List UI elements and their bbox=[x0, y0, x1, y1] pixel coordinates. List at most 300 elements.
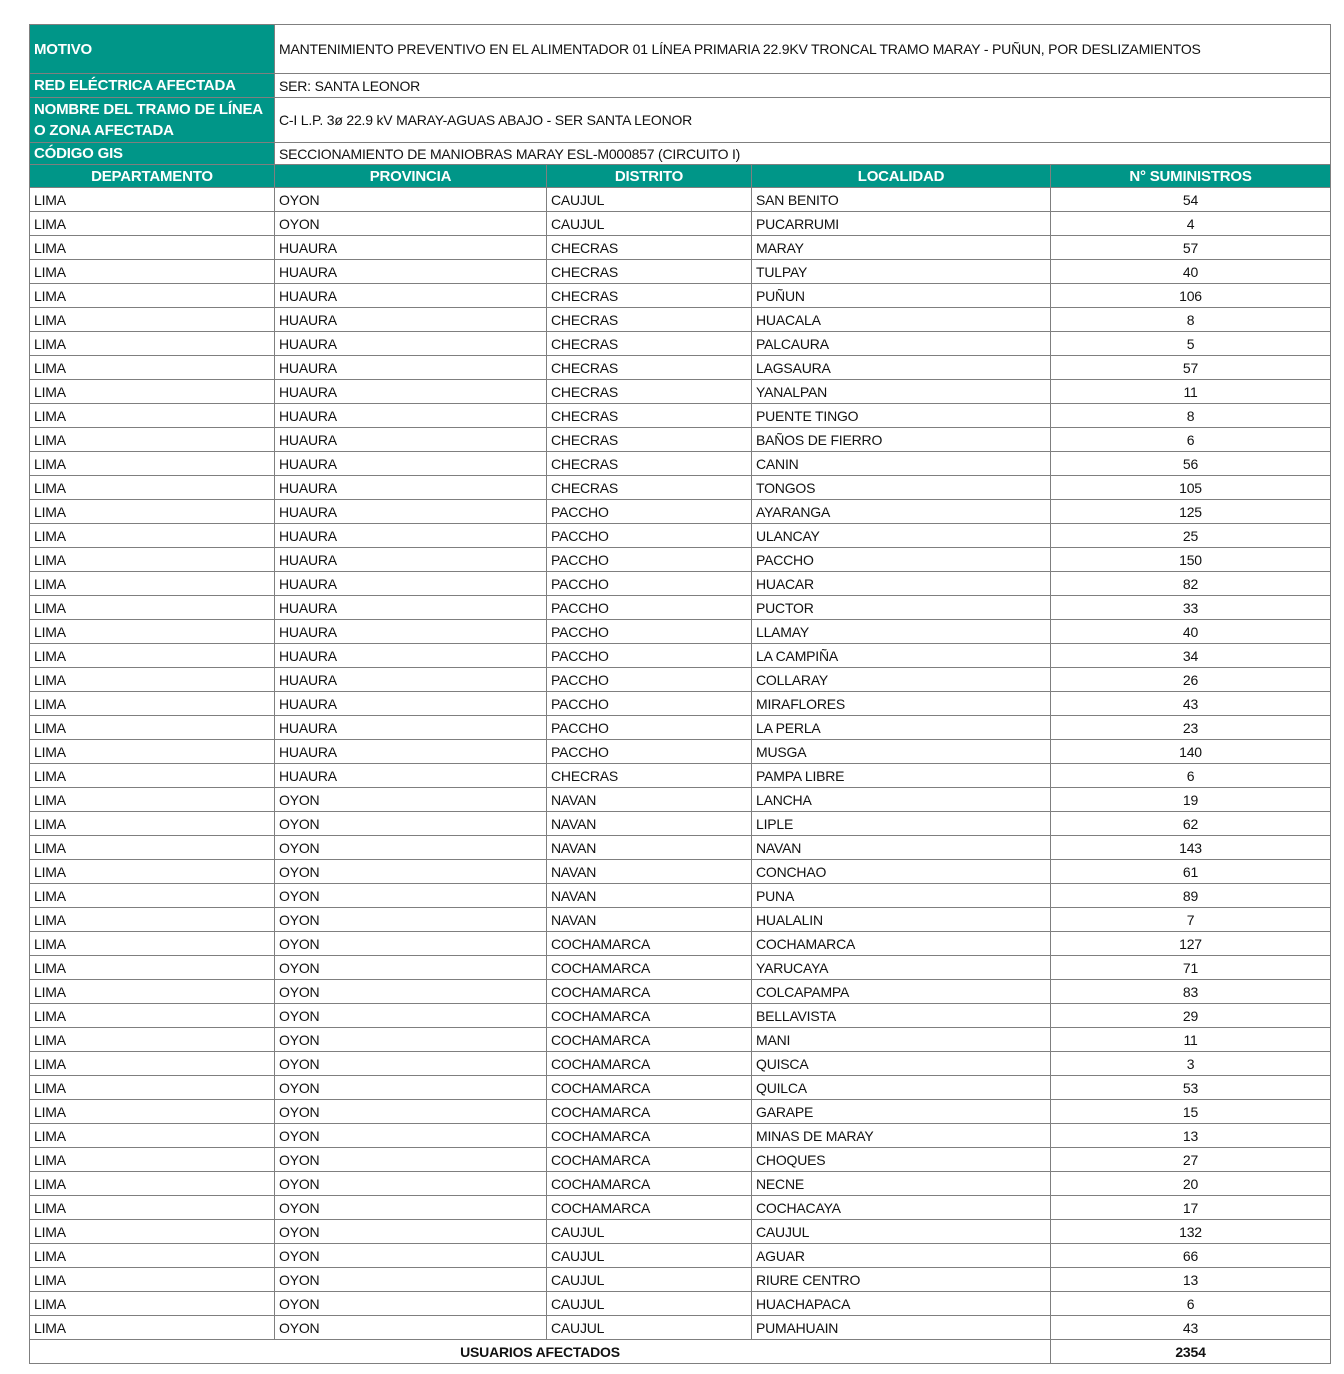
table-row bbox=[30, 836, 1331, 860]
provincia-cell: OYON bbox=[275, 1292, 547, 1316]
provincia-cell: OYON bbox=[275, 1124, 547, 1148]
localidad-cell: LA CAMPIÑA bbox=[752, 644, 1051, 668]
provincia-cell: HUAURA bbox=[275, 452, 547, 476]
tramo-value: C-I L.P. 3ø 22.9 kV MARAY-AGUAS ABAJO - SER SANTA LEONOR bbox=[275, 98, 1331, 143]
departamento-cell: LIMA bbox=[30, 284, 275, 308]
distrito-cell: CHECRAS bbox=[547, 452, 752, 476]
provincia-cell: HUAURA bbox=[275, 524, 547, 548]
provincia-cell: OYON bbox=[275, 1220, 547, 1244]
distrito-cell: COCHAMARCA bbox=[547, 1052, 752, 1076]
provincia-cell: HUAURA bbox=[275, 572, 547, 596]
provincia-cell: HUAURA bbox=[275, 644, 547, 668]
departamento-cell: LIMA bbox=[30, 476, 275, 500]
suministros-cell: 61 bbox=[1051, 860, 1331, 884]
table-row bbox=[30, 476, 1331, 500]
provincia-cell: OYON bbox=[275, 788, 547, 812]
suministros-cell: 3 bbox=[1051, 1052, 1331, 1076]
distrito-cell: PACCHO bbox=[547, 668, 752, 692]
distrito-cell: COCHAMARCA bbox=[547, 1028, 752, 1052]
column-header-suministros: N° SUMINISTROS bbox=[1051, 165, 1331, 188]
suministros-cell: 53 bbox=[1051, 1076, 1331, 1100]
table-row bbox=[30, 428, 1331, 452]
column-header-distrito: DISTRITO bbox=[547, 165, 752, 188]
departamento-cell: LIMA bbox=[30, 1076, 275, 1100]
localidad-cell: GARAPE bbox=[752, 1100, 1051, 1124]
tramo-label: NOMBRE DEL TRAMO DE LÍNEA O ZONA AFECTADA bbox=[30, 98, 275, 143]
departamento-cell: LIMA bbox=[30, 980, 275, 1004]
table-row bbox=[30, 1268, 1331, 1292]
distrito-cell: PACCHO bbox=[547, 716, 752, 740]
departamento-cell: LIMA bbox=[30, 500, 275, 524]
table-row bbox=[30, 380, 1331, 404]
distrito-cell: CHECRAS bbox=[547, 476, 752, 500]
localidad-cell: MANI bbox=[752, 1028, 1051, 1052]
provincia-cell: OYON bbox=[275, 1004, 547, 1028]
table-row bbox=[30, 644, 1331, 668]
distrito-cell: COCHAMARCA bbox=[547, 1196, 752, 1220]
suministros-cell: 140 bbox=[1051, 740, 1331, 764]
departamento-cell: LIMA bbox=[30, 548, 275, 572]
localidad-cell: ULANCAY bbox=[752, 524, 1051, 548]
localidad-cell: MIRAFLORES bbox=[752, 692, 1051, 716]
departamento-cell: LIMA bbox=[30, 716, 275, 740]
provincia-cell: OYON bbox=[275, 836, 547, 860]
departamento-cell: LIMA bbox=[30, 260, 275, 284]
departamento-cell: LIMA bbox=[30, 572, 275, 596]
distrito-cell: PACCHO bbox=[547, 548, 752, 572]
departamento-cell: LIMA bbox=[30, 956, 275, 980]
distrito-cell: COCHAMARCA bbox=[547, 1004, 752, 1028]
suministros-cell: 15 bbox=[1051, 1100, 1331, 1124]
table-row bbox=[30, 1196, 1331, 1220]
distrito-cell: COCHAMARCA bbox=[547, 956, 752, 980]
column-header-provincia: PROVINCIA bbox=[275, 165, 547, 188]
departamento-cell: LIMA bbox=[30, 860, 275, 884]
departamento-cell: LIMA bbox=[30, 212, 275, 236]
distrito-cell: NAVAN bbox=[547, 884, 752, 908]
table-row bbox=[30, 884, 1331, 908]
departamento-cell: LIMA bbox=[30, 404, 275, 428]
table-row bbox=[30, 332, 1331, 356]
provincia-cell: OYON bbox=[275, 980, 547, 1004]
table-row bbox=[30, 572, 1331, 596]
suministros-cell: 6 bbox=[1051, 1292, 1331, 1316]
distrito-cell: CAUJUL bbox=[547, 1220, 752, 1244]
distrito-cell: PACCHO bbox=[547, 524, 752, 548]
provincia-cell: HUAURA bbox=[275, 332, 547, 356]
totals-label: USUARIOS AFECTADOS bbox=[30, 1340, 1051, 1364]
departamento-cell: LIMA bbox=[30, 1148, 275, 1172]
table-row bbox=[30, 1148, 1331, 1172]
distrito-cell: CHECRAS bbox=[547, 332, 752, 356]
motivo-row bbox=[30, 25, 1331, 74]
distrito-cell: NAVAN bbox=[547, 812, 752, 836]
provincia-cell: OYON bbox=[275, 1196, 547, 1220]
localidad-cell: AYARANGA bbox=[752, 500, 1051, 524]
provincia-cell: OYON bbox=[275, 1100, 547, 1124]
departamento-cell: LIMA bbox=[30, 1124, 275, 1148]
departamento-cell: LIMA bbox=[30, 524, 275, 548]
suministros-cell: 34 bbox=[1051, 644, 1331, 668]
table-row bbox=[30, 1316, 1331, 1340]
suministros-cell: 71 bbox=[1051, 956, 1331, 980]
table-row bbox=[30, 1076, 1331, 1100]
suministros-cell: 26 bbox=[1051, 668, 1331, 692]
column-header-departamento: DEPARTAMENTO bbox=[30, 165, 275, 188]
table-row bbox=[30, 932, 1331, 956]
distrito-cell: COCHAMARCA bbox=[547, 1124, 752, 1148]
suministros-cell: 150 bbox=[1051, 548, 1331, 572]
localidad-cell: YARUCAYA bbox=[752, 956, 1051, 980]
table-row bbox=[30, 236, 1331, 260]
provincia-cell: OYON bbox=[275, 1052, 547, 1076]
table-row bbox=[30, 740, 1331, 764]
distrito-cell: CAUJUL bbox=[547, 212, 752, 236]
motivo-label: MOTIVO bbox=[30, 25, 275, 74]
suministros-cell: 127 bbox=[1051, 932, 1331, 956]
suministros-cell: 4 bbox=[1051, 212, 1331, 236]
suministros-cell: 23 bbox=[1051, 716, 1331, 740]
table-row bbox=[30, 908, 1331, 932]
distrito-cell: PACCHO bbox=[547, 692, 752, 716]
distrito-cell: COCHAMARCA bbox=[547, 980, 752, 1004]
column-header-localidad: LOCALIDAD bbox=[752, 165, 1051, 188]
suministros-cell: 43 bbox=[1051, 692, 1331, 716]
localidad-cell: COCHACAYA bbox=[752, 1196, 1051, 1220]
affected-users-sheet bbox=[29, 24, 1330, 1364]
provincia-cell: OYON bbox=[275, 1268, 547, 1292]
departamento-cell: LIMA bbox=[30, 356, 275, 380]
departamento-cell: LIMA bbox=[30, 740, 275, 764]
localidad-cell: RIURE CENTRO bbox=[752, 1268, 1051, 1292]
table-row bbox=[30, 980, 1331, 1004]
suministros-cell: 17 bbox=[1051, 1196, 1331, 1220]
departamento-cell: LIMA bbox=[30, 1172, 275, 1196]
distrito-cell: CHECRAS bbox=[547, 260, 752, 284]
suministros-cell: 132 bbox=[1051, 1220, 1331, 1244]
departamento-cell: LIMA bbox=[30, 908, 275, 932]
distrito-cell: PACCHO bbox=[547, 572, 752, 596]
suministros-cell: 7 bbox=[1051, 908, 1331, 932]
distrito-cell: CAUJUL bbox=[547, 1316, 752, 1340]
provincia-cell: HUAURA bbox=[275, 596, 547, 620]
table-row bbox=[30, 1052, 1331, 1076]
localidad-cell: HUACAR bbox=[752, 572, 1051, 596]
departamento-cell: LIMA bbox=[30, 1052, 275, 1076]
suministros-cell: 106 bbox=[1051, 284, 1331, 308]
table-row bbox=[30, 956, 1331, 980]
suministros-cell: 13 bbox=[1051, 1268, 1331, 1292]
provincia-cell: OYON bbox=[275, 932, 547, 956]
localidad-cell: CAUJUL bbox=[752, 1220, 1051, 1244]
localidad-cell: BELLAVISTA bbox=[752, 1004, 1051, 1028]
table-row bbox=[30, 1004, 1331, 1028]
departamento-cell: LIMA bbox=[30, 1100, 275, 1124]
provincia-cell: OYON bbox=[275, 956, 547, 980]
localidad-cell: PAMPA LIBRE bbox=[752, 764, 1051, 788]
provincia-cell: HUAURA bbox=[275, 404, 547, 428]
table-row bbox=[30, 1172, 1331, 1196]
localidad-cell: PUENTE TINGO bbox=[752, 404, 1051, 428]
departamento-cell: LIMA bbox=[30, 596, 275, 620]
localidad-cell: SAN BENITO bbox=[752, 188, 1051, 212]
distrito-cell: COCHAMARCA bbox=[547, 1172, 752, 1196]
localidad-cell: NAVAN bbox=[752, 836, 1051, 860]
gis-label: CÓDIGO GIS bbox=[30, 143, 275, 165]
departamento-cell: LIMA bbox=[30, 452, 275, 476]
gis-value: SECCIONAMIENTO DE MANIOBRAS MARAY ESL-M000857 (CIRCUITO I) bbox=[275, 143, 1331, 165]
provincia-cell: HUAURA bbox=[275, 380, 547, 404]
departamento-cell: LIMA bbox=[30, 1292, 275, 1316]
localidad-cell: PUMAHUAIN bbox=[752, 1316, 1051, 1340]
departamento-cell: LIMA bbox=[30, 1028, 275, 1052]
departamento-cell: LIMA bbox=[30, 644, 275, 668]
table-row bbox=[30, 620, 1331, 644]
departamento-cell: LIMA bbox=[30, 620, 275, 644]
departamento-cell: LIMA bbox=[30, 836, 275, 860]
outage-table bbox=[29, 24, 1331, 1364]
localidad-cell: QUILCA bbox=[752, 1076, 1051, 1100]
localidad-cell: PACCHO bbox=[752, 548, 1051, 572]
localidad-cell: LA PERLA bbox=[752, 716, 1051, 740]
distrito-cell: PACCHO bbox=[547, 596, 752, 620]
red-value: SER: SANTA LEONOR bbox=[275, 74, 1331, 98]
table-row bbox=[30, 788, 1331, 812]
table-row bbox=[30, 500, 1331, 524]
provincia-cell: HUAURA bbox=[275, 260, 547, 284]
suministros-cell: 43 bbox=[1051, 1316, 1331, 1340]
table-row bbox=[30, 1292, 1331, 1316]
table-row bbox=[30, 596, 1331, 620]
localidad-cell: PUCARRUMI bbox=[752, 212, 1051, 236]
departamento-cell: LIMA bbox=[30, 788, 275, 812]
provincia-cell: OYON bbox=[275, 1028, 547, 1052]
provincia-cell: OYON bbox=[275, 1316, 547, 1340]
localidad-cell: QUISCA bbox=[752, 1052, 1051, 1076]
distrito-cell: CHECRAS bbox=[547, 236, 752, 260]
suministros-cell: 57 bbox=[1051, 236, 1331, 260]
localidad-cell: TONGOS bbox=[752, 476, 1051, 500]
localidad-cell: CONCHAO bbox=[752, 860, 1051, 884]
suministros-cell: 20 bbox=[1051, 1172, 1331, 1196]
localidad-cell: LAGSAURA bbox=[752, 356, 1051, 380]
departamento-cell: LIMA bbox=[30, 380, 275, 404]
distrito-cell: COCHAMARCA bbox=[547, 1076, 752, 1100]
suministros-cell: 66 bbox=[1051, 1244, 1331, 1268]
provincia-cell: OYON bbox=[275, 884, 547, 908]
distrito-cell: COCHAMARCA bbox=[547, 1100, 752, 1124]
suministros-cell: 27 bbox=[1051, 1148, 1331, 1172]
distrito-cell: CAUJUL bbox=[547, 1268, 752, 1292]
suministros-cell: 143 bbox=[1051, 836, 1331, 860]
departamento-cell: LIMA bbox=[30, 1244, 275, 1268]
provincia-cell: HUAURA bbox=[275, 476, 547, 500]
departamento-cell: LIMA bbox=[30, 692, 275, 716]
suministros-cell: 57 bbox=[1051, 356, 1331, 380]
departamento-cell: LIMA bbox=[30, 188, 275, 212]
suministros-cell: 11 bbox=[1051, 380, 1331, 404]
provincia-cell: HUAURA bbox=[275, 284, 547, 308]
distrito-cell: CHECRAS bbox=[547, 356, 752, 380]
localidad-cell: MARAY bbox=[752, 236, 1051, 260]
departamento-cell: LIMA bbox=[30, 884, 275, 908]
gis-row bbox=[30, 143, 1331, 165]
provincia-cell: HUAURA bbox=[275, 692, 547, 716]
distrito-cell: CAUJUL bbox=[547, 1292, 752, 1316]
provincia-cell: HUAURA bbox=[275, 668, 547, 692]
suministros-cell: 105 bbox=[1051, 476, 1331, 500]
departamento-cell: LIMA bbox=[30, 1196, 275, 1220]
distrito-cell: CHECRAS bbox=[547, 308, 752, 332]
suministros-cell: 33 bbox=[1051, 596, 1331, 620]
provincia-cell: HUAURA bbox=[275, 236, 547, 260]
localidad-cell: NECNE bbox=[752, 1172, 1051, 1196]
suministros-cell: 89 bbox=[1051, 884, 1331, 908]
suministros-cell: 25 bbox=[1051, 524, 1331, 548]
distrito-cell: CHECRAS bbox=[547, 764, 752, 788]
departamento-cell: LIMA bbox=[30, 932, 275, 956]
tramo-row bbox=[30, 98, 1331, 143]
provincia-cell: HUAURA bbox=[275, 716, 547, 740]
provincia-cell: OYON bbox=[275, 1148, 547, 1172]
departamento-cell: LIMA bbox=[30, 1220, 275, 1244]
red-row bbox=[30, 74, 1331, 98]
distrito-cell: NAVAN bbox=[547, 860, 752, 884]
localidad-cell: AGUAR bbox=[752, 1244, 1051, 1268]
suministros-cell: 19 bbox=[1051, 788, 1331, 812]
provincia-cell: OYON bbox=[275, 1076, 547, 1100]
totals-row bbox=[30, 1340, 1331, 1364]
distrito-cell: PACCHO bbox=[547, 644, 752, 668]
suministros-cell: 125 bbox=[1051, 500, 1331, 524]
provincia-cell: HUAURA bbox=[275, 308, 547, 332]
provincia-cell: HUAURA bbox=[275, 428, 547, 452]
provincia-cell: HUAURA bbox=[275, 764, 547, 788]
suministros-cell: 54 bbox=[1051, 188, 1331, 212]
localidad-cell: CHOQUES bbox=[752, 1148, 1051, 1172]
provincia-cell: OYON bbox=[275, 812, 547, 836]
distrito-cell: NAVAN bbox=[547, 836, 752, 860]
distrito-cell: PACCHO bbox=[547, 500, 752, 524]
localidad-cell: COCHAMARCA bbox=[752, 932, 1051, 956]
table-row bbox=[30, 212, 1331, 236]
departamento-cell: LIMA bbox=[30, 1316, 275, 1340]
localidad-cell: LANCHA bbox=[752, 788, 1051, 812]
localidad-cell: LLAMAY bbox=[752, 620, 1051, 644]
column-header-row bbox=[30, 165, 1331, 188]
distrito-cell: COCHAMARCA bbox=[547, 1148, 752, 1172]
provincia-cell: OYON bbox=[275, 1244, 547, 1268]
table-row bbox=[30, 1124, 1331, 1148]
departamento-cell: LIMA bbox=[30, 668, 275, 692]
provincia-cell: HUAURA bbox=[275, 548, 547, 572]
provincia-cell: OYON bbox=[275, 212, 547, 236]
table-row bbox=[30, 1028, 1331, 1052]
localidad-cell: PUNA bbox=[752, 884, 1051, 908]
provincia-cell: HUAURA bbox=[275, 356, 547, 380]
suministros-cell: 6 bbox=[1051, 764, 1331, 788]
distrito-cell: PACCHO bbox=[547, 740, 752, 764]
table-row bbox=[30, 308, 1331, 332]
table-row bbox=[30, 356, 1331, 380]
localidad-cell: HUALALIN bbox=[752, 908, 1051, 932]
provincia-cell: OYON bbox=[275, 1172, 547, 1196]
suministros-cell: 40 bbox=[1051, 260, 1331, 284]
table-row bbox=[30, 860, 1331, 884]
distrito-cell: CHECRAS bbox=[547, 284, 752, 308]
provincia-cell: OYON bbox=[275, 188, 547, 212]
departamento-cell: LIMA bbox=[30, 332, 275, 356]
table-row bbox=[30, 260, 1331, 284]
table-row bbox=[30, 548, 1331, 572]
provincia-cell: OYON bbox=[275, 908, 547, 932]
table-row bbox=[30, 284, 1331, 308]
distrito-cell: CAUJUL bbox=[547, 1244, 752, 1268]
suministros-cell: 13 bbox=[1051, 1124, 1331, 1148]
distrito-cell: PACCHO bbox=[547, 620, 752, 644]
localidad-cell: MINAS DE MARAY bbox=[752, 1124, 1051, 1148]
suministros-cell: 82 bbox=[1051, 572, 1331, 596]
table-row bbox=[30, 764, 1331, 788]
departamento-cell: LIMA bbox=[30, 1004, 275, 1028]
localidad-cell: PUÑUN bbox=[752, 284, 1051, 308]
suministros-cell: 8 bbox=[1051, 404, 1331, 428]
provincia-cell: HUAURA bbox=[275, 500, 547, 524]
totals-value: 2354 bbox=[1051, 1340, 1331, 1364]
localidad-cell: MUSGA bbox=[752, 740, 1051, 764]
table-row bbox=[30, 692, 1331, 716]
table-row bbox=[30, 524, 1331, 548]
provincia-cell: HUAURA bbox=[275, 740, 547, 764]
localidad-cell: HUACHAPACA bbox=[752, 1292, 1051, 1316]
suministros-cell: 5 bbox=[1051, 332, 1331, 356]
departamento-cell: LIMA bbox=[30, 308, 275, 332]
departamento-cell: LIMA bbox=[30, 236, 275, 260]
provincia-cell: HUAURA bbox=[275, 620, 547, 644]
localidad-cell: TULPAY bbox=[752, 260, 1051, 284]
table-row bbox=[30, 188, 1331, 212]
distrito-cell: CAUJUL bbox=[547, 188, 752, 212]
localidad-cell: BAÑOS DE FIERRO bbox=[752, 428, 1051, 452]
table-row bbox=[30, 452, 1331, 476]
distrito-cell: NAVAN bbox=[547, 908, 752, 932]
localidad-cell: CANIN bbox=[752, 452, 1051, 476]
suministros-cell: 62 bbox=[1051, 812, 1331, 836]
table-row bbox=[30, 812, 1331, 836]
distrito-cell: NAVAN bbox=[547, 788, 752, 812]
provincia-cell: OYON bbox=[275, 860, 547, 884]
suministros-cell: 8 bbox=[1051, 308, 1331, 332]
localidad-cell: PUCTOR bbox=[752, 596, 1051, 620]
departamento-cell: LIMA bbox=[30, 764, 275, 788]
distrito-cell: CHECRAS bbox=[547, 380, 752, 404]
localidad-cell: LIPLE bbox=[752, 812, 1051, 836]
suministros-cell: 29 bbox=[1051, 1004, 1331, 1028]
table-row bbox=[30, 1100, 1331, 1124]
suministros-cell: 11 bbox=[1051, 1028, 1331, 1052]
localidad-cell: PALCAURA bbox=[752, 332, 1051, 356]
table-row bbox=[30, 404, 1331, 428]
motivo-value: MANTENIMIENTO PREVENTIVO EN EL ALIMENTADOR 01 LÍNEA PRIMARIA 22.9KV TRONCAL TRAMO MARAY - PUÑUN, POR DESLIZAMIENTOS bbox=[275, 25, 1331, 74]
departamento-cell: LIMA bbox=[30, 1268, 275, 1292]
departamento-cell: LIMA bbox=[30, 428, 275, 452]
localidad-cell: COLCAPAMPA bbox=[752, 980, 1051, 1004]
localidad-cell: HUACALA bbox=[752, 308, 1051, 332]
red-label: RED ELÉCTRICA AFECTADA bbox=[30, 74, 275, 98]
suministros-cell: 40 bbox=[1051, 620, 1331, 644]
table-row bbox=[30, 1244, 1331, 1268]
distrito-cell: COCHAMARCA bbox=[547, 932, 752, 956]
